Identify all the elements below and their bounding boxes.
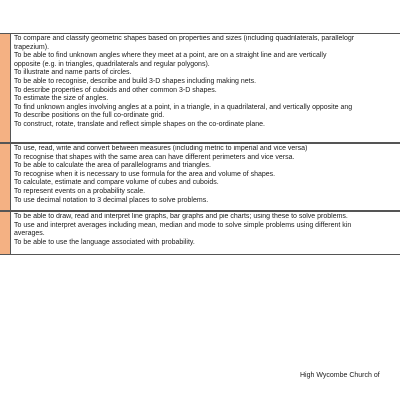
measurement-section: [0, 143, 400, 211]
statistics-section: [0, 211, 400, 255]
objective-line: opposite (e.g. in triangles, quadrilaterals and regular polygons).: [14, 60, 210, 68]
objective-line: To use and interpret averages including mean, median and mode to solve simple problems using different kin: [14, 221, 352, 229]
footer-school-name: High Wycombe Church of: [300, 372, 380, 379]
objective-line: averages.: [14, 230, 45, 238]
geometry-section: [0, 33, 400, 143]
objective-line: To recognise that shapes with the same area can have different perimeters and vice versa.: [14, 153, 295, 161]
objectives-list: [14, 35, 400, 130]
objective-line: To illustrate and name parts of circles.: [14, 69, 132, 77]
objective-line: To describe properties of cuboids and other common 3-D shapes.: [14, 86, 217, 94]
section-color-stripe: [0, 212, 11, 254]
section-color-stripe: [0, 144, 11, 210]
objective-line: To be able to draw, read and interpret line graphs, bar graphs and pie charts; using these to solve problems.: [14, 213, 348, 220]
objective-line: To be able to recognise, describe and build 3-D shapes including making nets.: [14, 77, 257, 85]
objective-line: To estimate the size of angles.: [14, 95, 109, 103]
objective-line: To be able to calculate the area of parallelograms and triangles.: [14, 162, 211, 170]
objective-line: To use, read, write and convert between measures (including metric to imperial and vice versa): [14, 145, 308, 152]
objectives-list: [14, 145, 400, 205]
objective-line: To represent events on a probability scale.: [14, 187, 146, 195]
objective-line: To compare and classify geometric shapes based on properties and sizes (including quadrilaterals, parallelogr: [14, 35, 355, 42]
objective-line: To be able to use the language associated with probability.: [14, 238, 195, 246]
objective-line: To be able to find unknown angles where they meet at a point, are on a straight line and are vertically: [14, 52, 327, 60]
objective-line: trapezium).: [14, 43, 50, 51]
objective-line: To recognise when it is necessary to use formula for the area and volume of shapes.: [14, 170, 276, 178]
objective-line: To describe positions on the full co-ordinate grid.: [14, 112, 165, 120]
objective-line: To find unknown angles involving angles at a point, in a triangle, in a quadrilateral, and vertically opposite ang: [14, 103, 353, 111]
objectives-list: [14, 213, 400, 247]
objective-line: To calculate, estimate and compare volume of cubes and cuboids.: [14, 179, 219, 187]
objective-line: To use decimal notation to 3 decimal places to solve problems.: [14, 196, 209, 204]
section-color-stripe: [0, 34, 11, 142]
objective-line: To construct, rotate, translate and reflect simple shapes on the co-ordinate plane.: [14, 120, 265, 128]
